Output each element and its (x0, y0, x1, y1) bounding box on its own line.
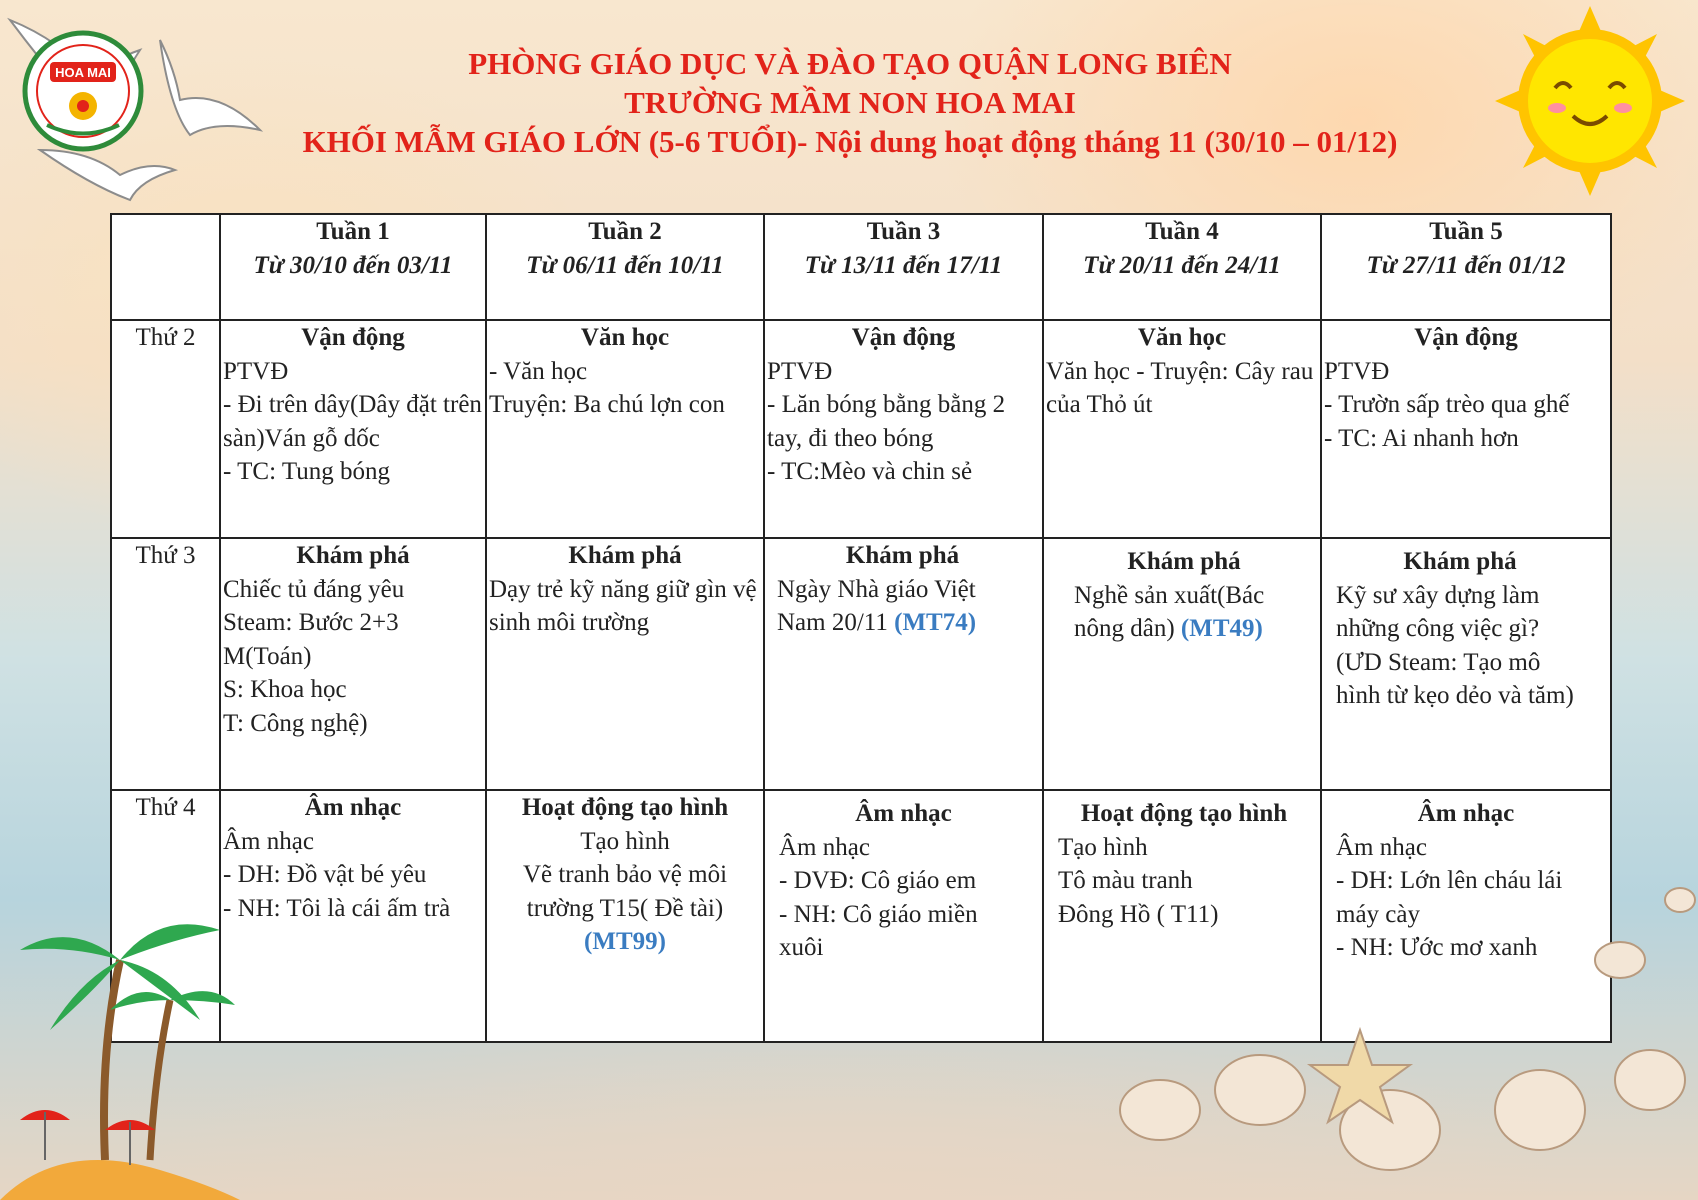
cell-thu2-week1: Vận động PTVĐ - Đi trên dây(Dây đặt trên sàn)Ván gỗ dốc - TC: Tung bóng (220, 320, 486, 538)
week-header-5: Tuần 5 Từ 27/11 đến 01/12 (1321, 214, 1611, 320)
cell-thu4-week1: Âm nhạc Âm nhạc - DH: Đồ vật bé yêu - NH: Tôi là cái ấm trà (220, 790, 486, 1042)
palm-trees-decoration (0, 900, 240, 1200)
cell-thu3-week3: Khám phá Ngày Nhà giáo Việt Nam 20/11 (MT74) (764, 538, 1043, 790)
mt-code: (MT99) (584, 928, 666, 955)
table-row (111, 320, 1611, 538)
cell-thu3-week4: Khám phá Nghề sản xuất(Bác nông dân) (MT49) (1043, 538, 1321, 790)
week-header-4: Tuần 4 Từ 20/11 đến 24/11 (1043, 214, 1321, 320)
day-label-thu-3: Thứ 3 (111, 538, 220, 790)
seashells-decoration (1060, 880, 1698, 1200)
week-header-1: Tuần 1 Từ 30/10 đến 03/11 (220, 214, 486, 320)
week-header-3: Tuần 3 Từ 13/11 đến 17/11 (764, 214, 1043, 320)
cell-thu3-week1: Khám phá Chiếc tủ đáng yêu Steam: Bước 2+3 M(Toán) S: Khoa học T: Công nghệ) (220, 538, 486, 790)
table-row (111, 538, 1611, 790)
cell-thu4-week3: Âm nhạc Âm nhạc - DVĐ: Cô giáo em - NH: Cô giáo miền xuôi (764, 790, 1043, 1042)
cell-thu2-week3: Vận động PTVĐ - Lăn bóng bằng bằng 2 tay, đi theo bóng - TC:Mèo và chin sẻ (764, 320, 1043, 538)
cell-thu3-week5: Khám phá Kỹ sư xây dựng làm những công việc gì?(ƯD Steam: Tạo mô hình từ kẹo dẻo và tăm) (1321, 538, 1611, 790)
page-header (250, 44, 1450, 161)
cell-thu2-week4: Văn học Văn học - Truyện: Cây rau của Thỏ út (1043, 320, 1321, 538)
day-label-thu-2: Thứ 2 (111, 320, 220, 538)
cell-thu4-week4: Hoạt động tạo hình Tạo hình Tô màu tranh Đông Hồ ( T11) (1043, 790, 1321, 1042)
school-logo (22, 30, 144, 152)
cell-thu2-week2: Văn học - Văn học Truyện: Ba chú lợn con (486, 320, 764, 538)
cell-thu4-week2: Hoạt động tạo hình Tạo hình Vẽ tranh bảo vệ môi trường T15( Đề tài) (MT99) (486, 790, 764, 1042)
sun-decoration (1495, 6, 1685, 196)
table-header-row (111, 214, 1611, 320)
corner-cell (111, 214, 220, 320)
header-line-3: KHỐI MẪM GIÁO LỚN (5-6 TUỔI)- Nội dung hoạt động tháng 11 (30/10 – 01/12) (302, 124, 1398, 159)
day-label-thu-4: Thứ 4 (111, 790, 220, 1042)
week-header-2: Tuần 2 Từ 06/11 đến 10/11 (486, 214, 764, 320)
header-line-1: PHÒNG GIÁO DỤC VÀ ĐÀO TẠO QUẬN LONG BIÊN (468, 46, 1232, 81)
mt-code: (MT74) (894, 609, 977, 636)
cell-thu2-week5: Vận động PTVĐ - Trườn sấp trèo qua ghế - TC: Ai nhanh hơn (1321, 320, 1611, 538)
cell-thu3-week2: Khám phá Dạy trẻ kỹ năng giữ gìn vệ sinh môi trường (486, 538, 764, 790)
header-line-2: TRƯỜNG MẦM NON HOA MAI (624, 85, 1076, 120)
cell-thu4-week5: Âm nhạc Âm nhạc - DH: Lớn lên cháu lái máy cày - NH: Ước mơ xanh (1321, 790, 1611, 1042)
logo-text-main: HOA MAI (55, 65, 111, 80)
mt-code: (MT49) (1180, 615, 1263, 642)
